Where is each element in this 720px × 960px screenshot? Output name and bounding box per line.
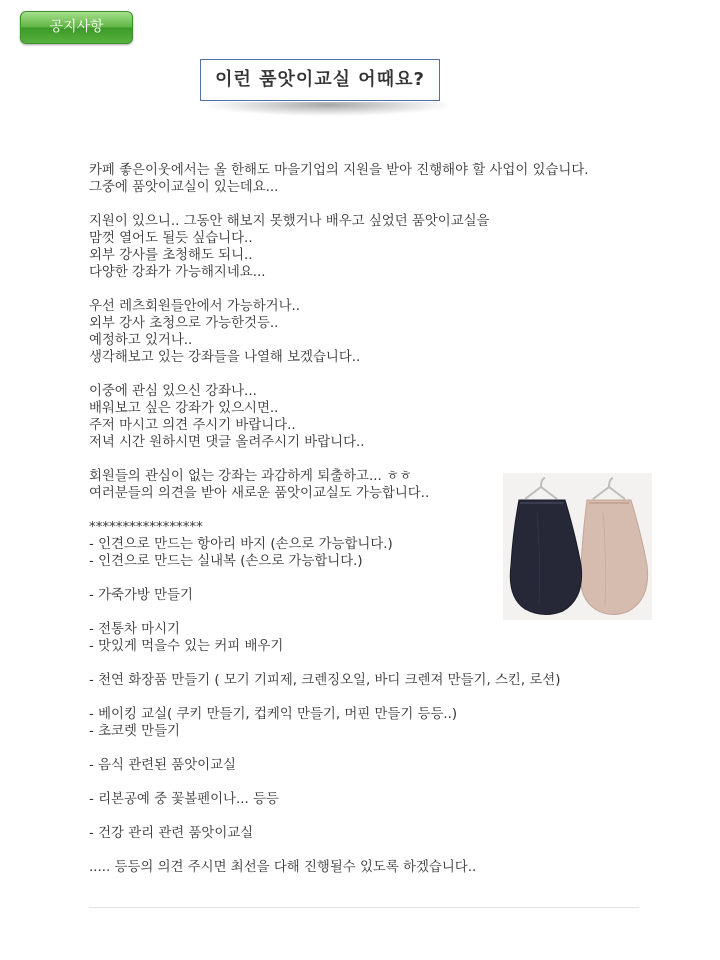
post-line: 다양한 강좌가 가능해지네요... [89,265,266,280]
skirts-photo [503,473,652,620]
post-line [89,808,649,825]
post-line [89,689,649,706]
post-line: - 가죽가방 만들기 [89,588,193,603]
post-line: 여러분들의 의견을 받아 새로운 품앗이교실도 가능합니다.. [89,486,430,501]
post-line [89,281,649,298]
post-line: - 건강 관리 관련 품앗이교실 [89,826,254,841]
post-line: ***************** [89,520,203,535]
post-line [89,842,649,859]
post-line: 회원들의 관심이 없는 강좌는 과감하게 퇴출하고... ㅎㅎ [89,469,412,484]
notice-button[interactable]: 공지사항 [20,11,133,44]
post-line: - 음식 관련된 품앗이교실 [89,758,236,773]
skirts-image [503,473,652,620]
page-title: 이런 품앗이교실 어때요? [200,59,440,101]
post-line: - 인견으로 만드는 실내복 (손으로 가능합니다.) [89,554,363,569]
post-line [89,740,649,757]
post-line: - 베이킹 교실( 쿠키 만들기, 컵케익 만들기, 머핀 만들기 등등..) [89,707,458,722]
post-line: 외부 강사를 초청해도 되니.. [89,248,253,263]
post-line: 카페 좋은이웃에서는 올 한해도 마을기업의 지원을 받아 진행해야 할 사업이 있습니다. [89,163,589,178]
post-line: 맘껏 열어도 될듯 싶습니다.. [89,231,253,246]
post-line [89,774,649,791]
post-line: 주저 마시고 의견 주시기 바랍니다.. [89,418,296,433]
post-line: 저녁 시간 원하시면 댓글 올려주시기 바랍니다.. [89,435,365,450]
post-line: 우선 레츠회원들안에서 가능하거나.. [89,299,301,314]
post-line: - 인견으로 만드는 항아리 바지 (손으로 가능합니다.) [89,537,393,552]
bottom-divider [89,907,639,908]
post-line: 예정하고 있거나.. [89,333,193,348]
post-line [89,196,649,213]
post-line [89,451,649,468]
post-line: - 초코렛 만들기 [89,724,180,739]
post-line: - 천연 화장품 만들기 ( 모기 기피제, 크렌징오일, 바디 크렌져 만들기, 스킨, 로션) [89,673,561,688]
post-line: 생각해보고 있는 강좌들을 나열해 보겠습니다.. [89,350,361,365]
post-line [89,655,649,672]
post-line: 이중에 관심 있으신 강좌나... [89,384,257,399]
post-line: ..... 등등의 의견 주시면 최선을 다해 진행될수 있도록 하겠습니다.. [89,860,477,875]
title-shadow [206,102,450,116]
post-line: - 맛있게 먹을수 있는 커피 배우기 [89,639,284,654]
post-line: 지원이 있으니.. 그동안 해보지 못했거나 배우고 싶었던 품앗이교실을 [89,214,490,229]
post-line [89,366,649,383]
post-line: 배워보고 싶은 강좌가 있으시면.. [89,401,279,416]
post-line: - 리본공예 중 꽃볼펜이나... 등등 [89,792,279,807]
post-line: - 전통차 마시기 [89,622,180,637]
post-line: 외부 강사 초청으로 가능한것등.. [89,316,279,331]
post-line: 그중에 품앗이교실이 있는데요... [89,180,279,195]
